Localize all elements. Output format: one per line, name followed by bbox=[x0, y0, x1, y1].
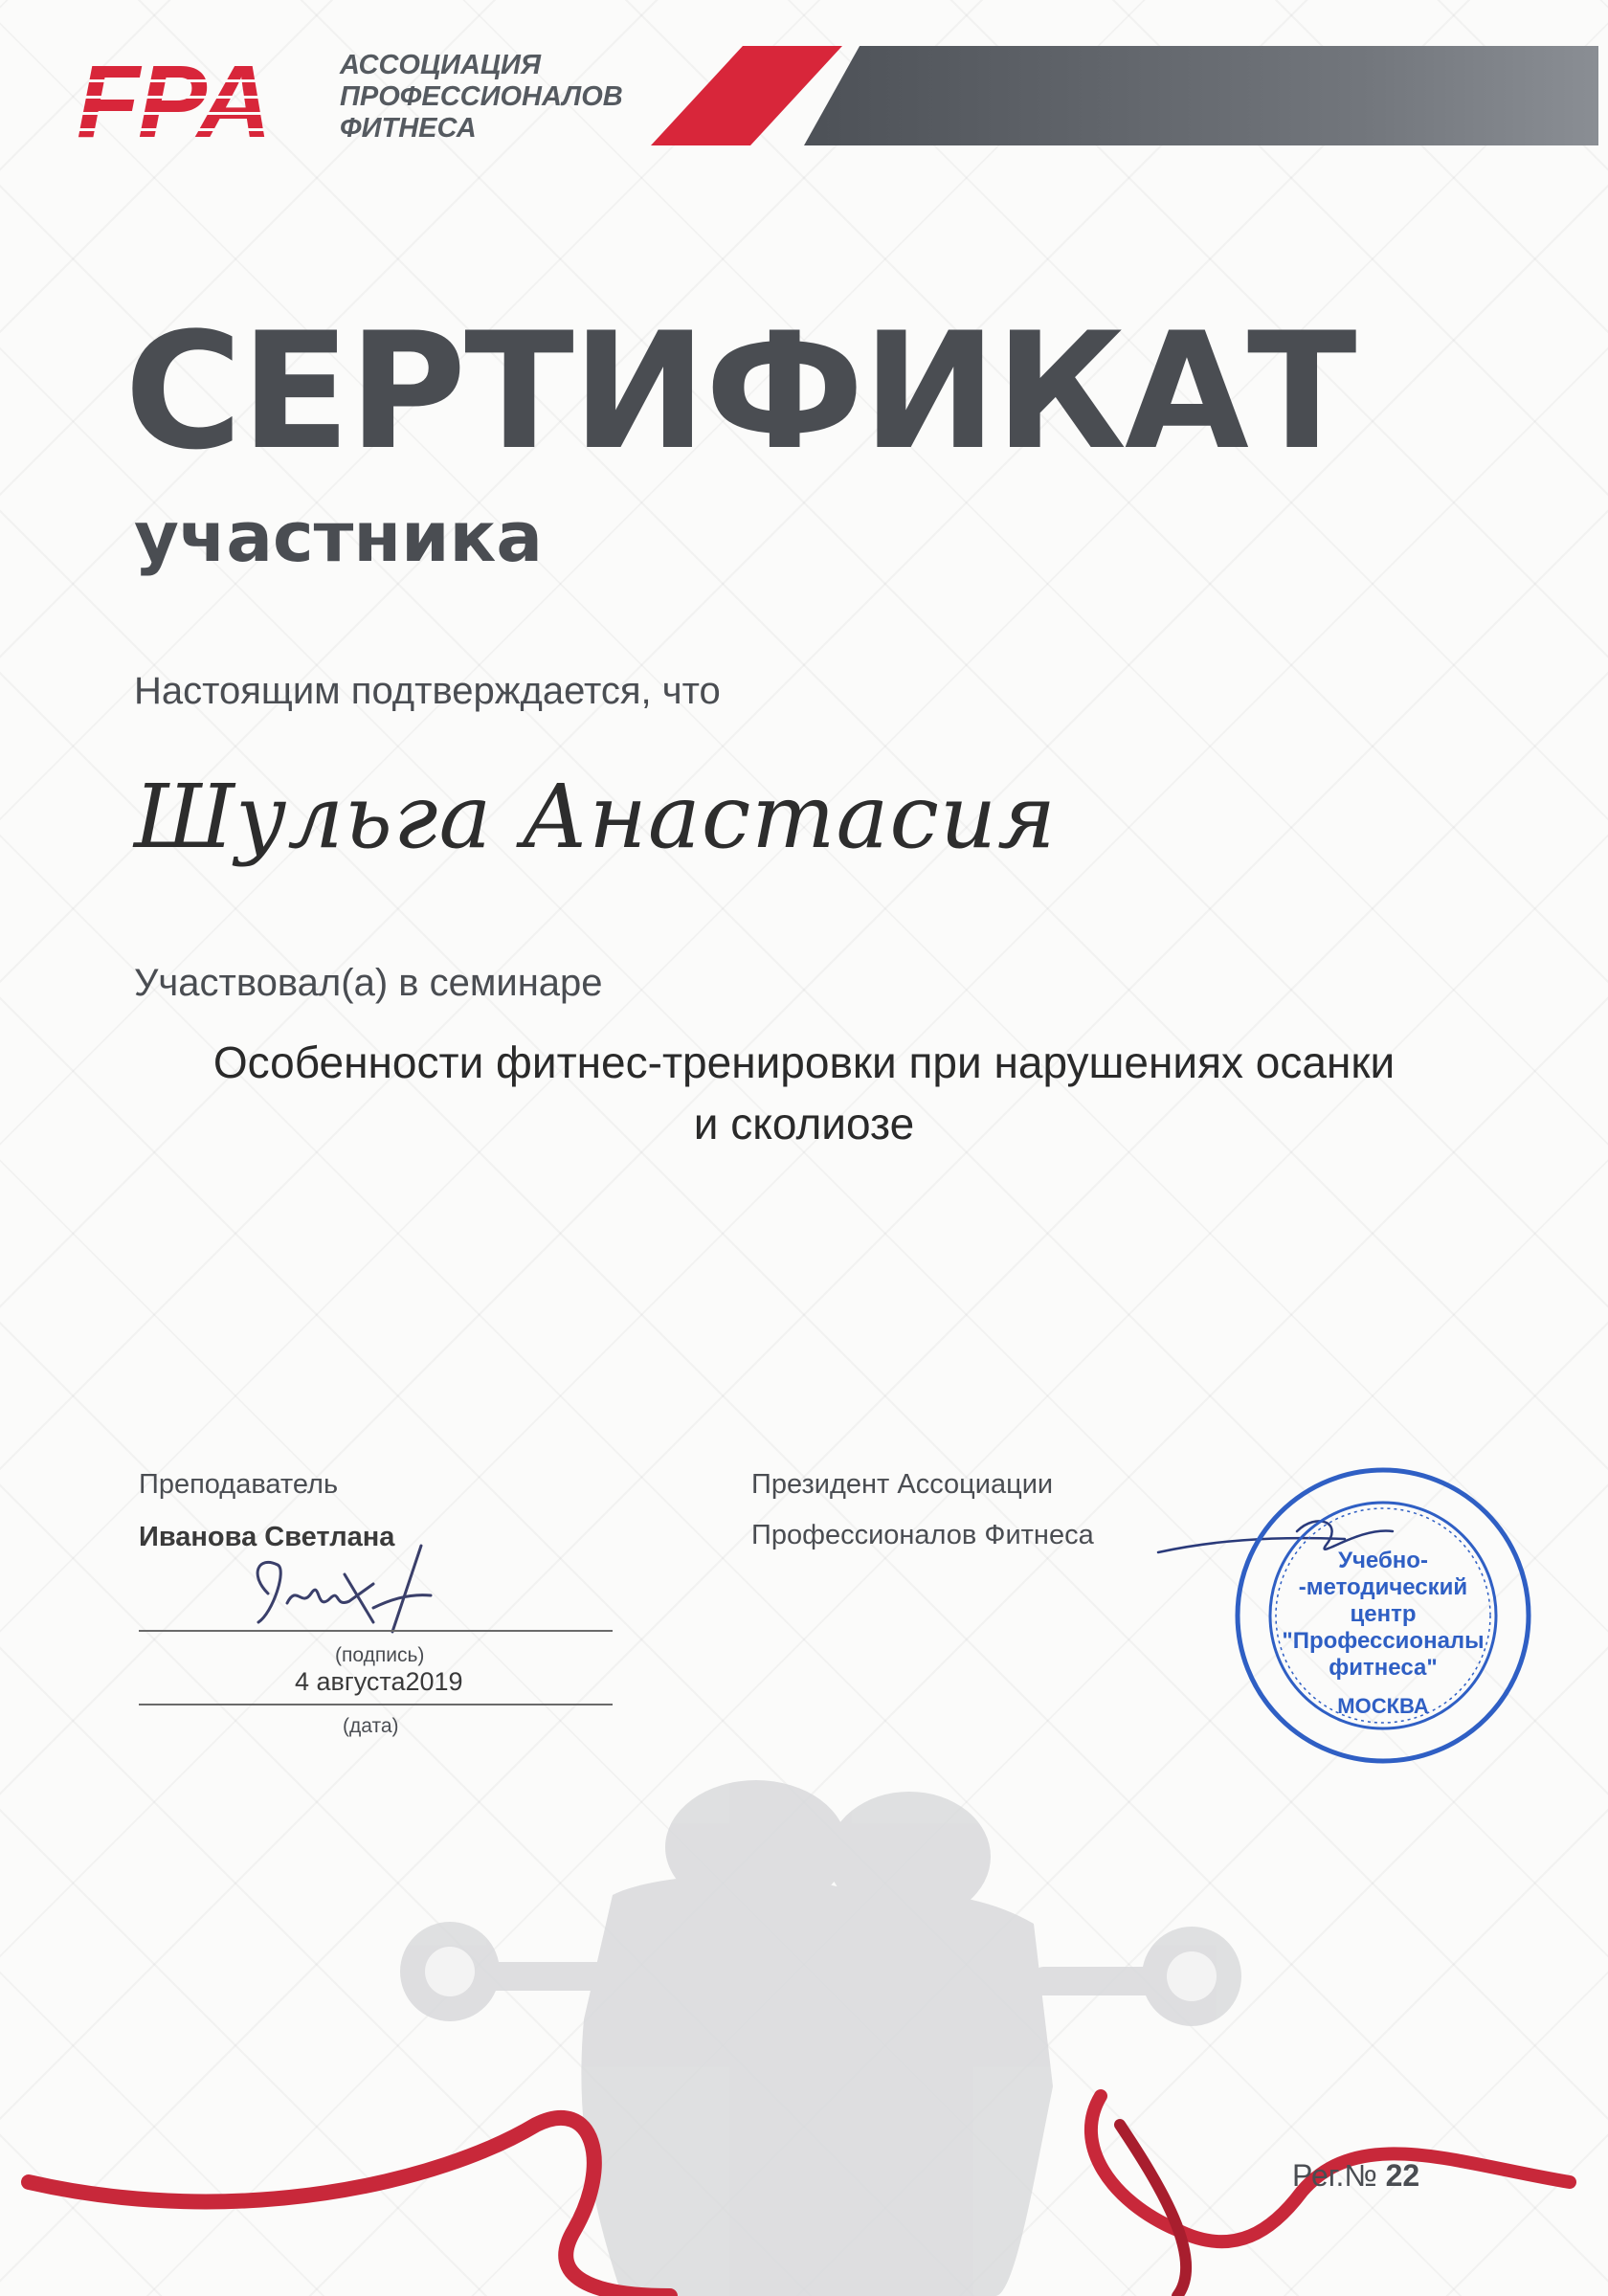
fpa-logo: FPA bbox=[77, 43, 270, 159]
instructor-signature bbox=[230, 1517, 479, 1641]
association-line-3: ФИТНЕСА bbox=[340, 113, 477, 144]
signature-line bbox=[139, 1630, 613, 1632]
stamp-line-4: "Профессионалы bbox=[1282, 1628, 1485, 1654]
stamp-city: МОСКВА bbox=[1337, 1694, 1429, 1718]
date-caption: (дата) bbox=[343, 1715, 399, 1737]
date-line bbox=[139, 1704, 613, 1705]
seminar-title bbox=[134, 1032, 1474, 1154]
registration-number bbox=[1292, 2158, 1419, 2194]
certificate-title: СЕРТИФИКАТ bbox=[124, 298, 1355, 485]
recipient-name: Шульга Анастасия bbox=[134, 766, 1058, 868]
registration-value: 22 bbox=[1385, 2158, 1420, 2193]
stamp-line-3: центр bbox=[1350, 1601, 1417, 1627]
certificate-subtitle: участника bbox=[134, 497, 544, 577]
seminar-title-line-1: Особенности фитнес-тренировки при нарушениях осанки bbox=[212, 1037, 1396, 1087]
instructor-role: Преподаватель bbox=[139, 1469, 339, 1500]
president-role-line-2: Профессионалов Фитнеса bbox=[751, 1520, 1094, 1550]
association-line-2: ПРОФЕССИОНАЛОВ bbox=[340, 81, 623, 112]
participated-text: Участвовал(а) в семинаре bbox=[134, 962, 603, 1004]
signature-caption: (подпись) bbox=[335, 1644, 425, 1666]
organization-stamp bbox=[1230, 1462, 1536, 1769]
president-role-line-1: Президент Ассоциации bbox=[751, 1469, 1054, 1500]
association-name bbox=[340, 50, 623, 145]
issue-date: 4 августа2019 bbox=[295, 1667, 463, 1696]
confirm-text: Настоящим подтверждается, что bbox=[134, 670, 721, 712]
athletes-illustration bbox=[0, 1780, 1608, 2296]
seminar-title-line-2: и сколиозе bbox=[693, 1099, 915, 1148]
instructor-name: Иванова Светлана bbox=[139, 1522, 395, 1552]
stamp-line-5: фитнеса" bbox=[1329, 1655, 1438, 1681]
header-gray-stripe bbox=[804, 46, 1598, 145]
stamp-line-2: -методический bbox=[1298, 1574, 1468, 1600]
registration-label: Рег.№ bbox=[1292, 2158, 1377, 2193]
association-line-1: АССОЦИАЦИЯ bbox=[340, 50, 542, 80]
stamp-line-1: Учебно- bbox=[1338, 1548, 1428, 1573]
